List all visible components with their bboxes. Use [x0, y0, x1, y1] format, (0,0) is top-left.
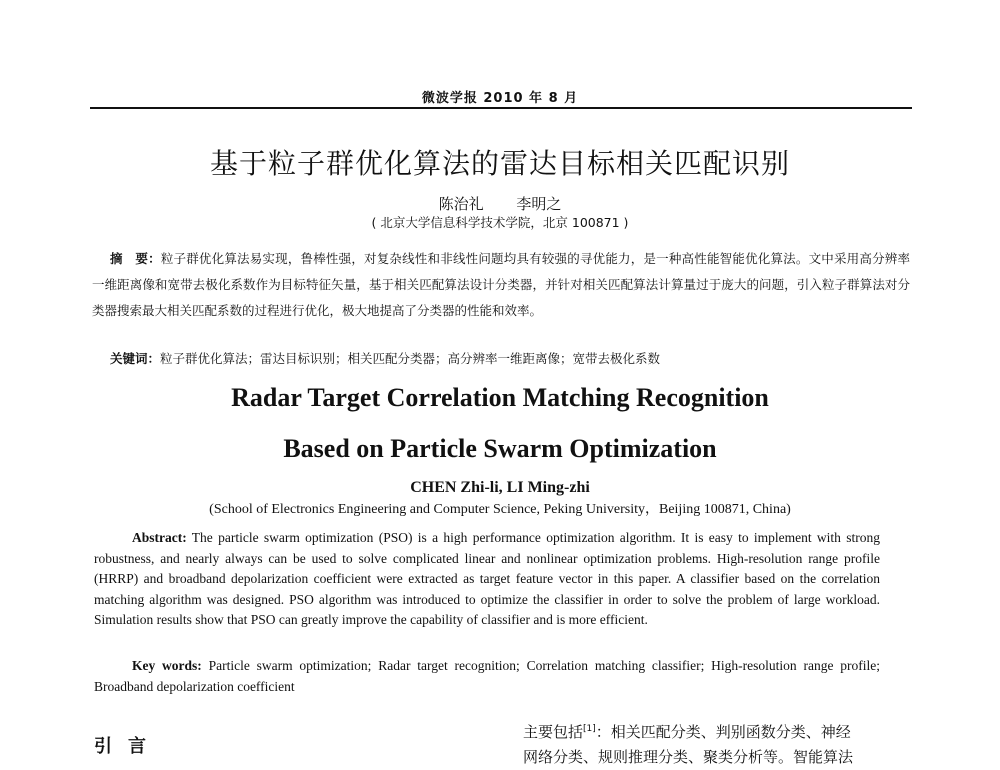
english-keywords-text: Particle swarm optimization; Radar target recognition; Correlation matching classifier; High-resolution range profile; Broadband depolarization coefficient — [94, 658, 880, 694]
section-heading-introduction: 引言 — [94, 736, 162, 757]
right-column-line-1 — [523, 717, 915, 745]
chinese-title: 基于粒子群优化算法的雷达目标相关匹配识别 — [209, 147, 790, 180]
right-column-line-2: 网络分类、规则推理分类、聚类分析等。智能算法 — [523, 748, 854, 766]
chinese-authors — [0, 193, 1000, 214]
line-1-pre: 主要包括 — [523, 723, 584, 741]
chinese-keywords-label: 关键词： — [110, 351, 161, 366]
chinese-keywords — [110, 349, 910, 367]
english-abstract — [94, 528, 880, 631]
english-affiliation: (School of Electronics Engineering and Computer Science, Peking University，Beijing 100871, China) — [209, 502, 791, 517]
chinese-affiliation: ( 北京大学信息科学技术学院，北京 100871 ) — [371, 215, 629, 230]
chinese-abstract-label: 摘 要： — [110, 251, 161, 266]
citation-ref: [1] — [583, 724, 596, 734]
english-authors: CHEN Zhi-li, LI Ming-zhi — [410, 479, 590, 496]
chinese-keywords-text: 粒子群优化算法；雷达目标识别；相关匹配分类器；高分辨率一维距离像；宽带去极化系数 — [160, 351, 661, 366]
english-title-line-2: Based on Particle Swarm Optimization — [283, 434, 717, 463]
running-header: 微波学报 2010 年 8 月 — [421, 91, 579, 106]
english-abstract-text: The particle swarm optimization (PSO) is a high performance optimization algorithm. It is easy to implement with strong robustness, and nearly always can be used to solve complicated linear and nonlinear optimization problems. High-resolution range profile (HRRP) and broadband depolarization coefficient were extracted as target feature vector in this paper. A classifier based on the correlation matching algorithm was designed. PSO algorithm was introduced to optimize the classifier in order to solve the problem of large workload. Simulation results show that PSO can greatly improve the capability of classifier and is more efficient. — [94, 530, 880, 627]
english-keywords — [94, 656, 880, 697]
english-abstract-label: Abstract: — [132, 530, 187, 545]
author-2: 李明之 — [516, 195, 562, 213]
english-title-line-1: Radar Target Correlation Matching Recognition — [231, 383, 769, 412]
right-column-text — [523, 717, 915, 770]
chinese-abstract-text: 粒子群优化算法易实现，鲁棒性强，对复杂线性和非线性问题均具有较强的寻优能力，是一种高性能智能优化算法。文中采用高分辨率一维距离像和宽带去极化系数作为目标特征矢量，基于相关匹配算法设计分类器，并针对相关匹配算法计算量过于庞大的问题，引入粒子群算法对分类器搜索最大相关匹配系数的过程进行优化，极大地提高了分类器的性能和效率。 — [92, 251, 910, 318]
author-1: 陈治礼 — [438, 195, 484, 213]
header-rule — [90, 107, 912, 109]
english-keywords-label: Key words: — [132, 658, 202, 673]
chinese-abstract — [92, 246, 910, 324]
line-1-post: ：相关匹配分类、判别函数分类、神经 — [595, 723, 851, 741]
